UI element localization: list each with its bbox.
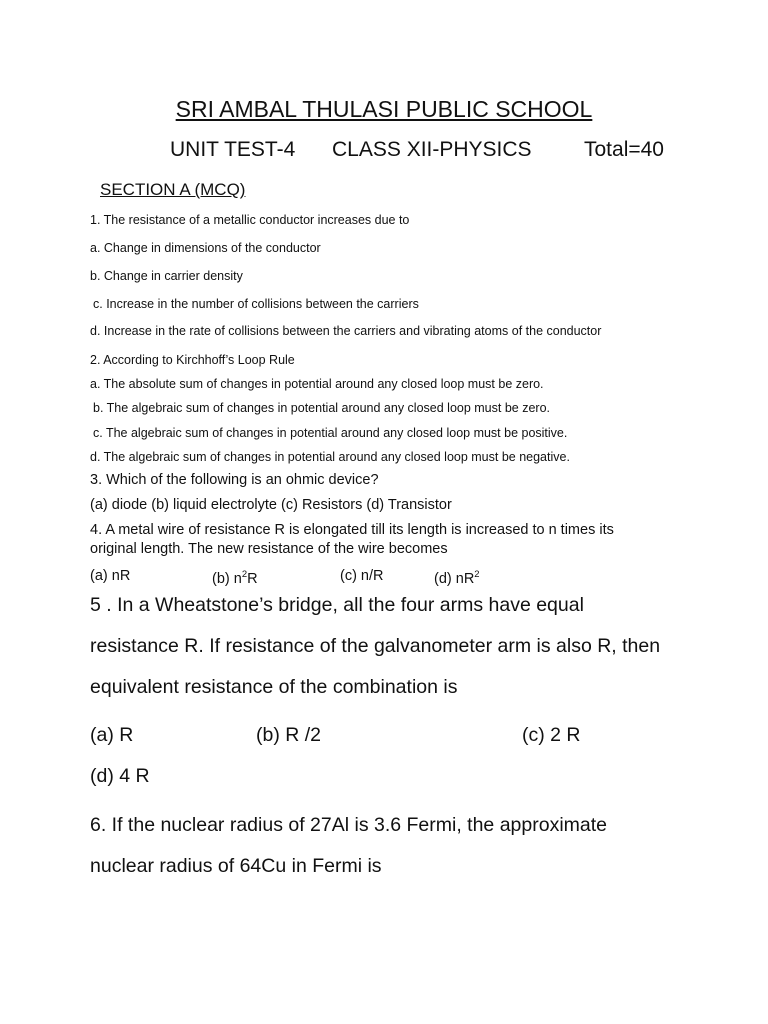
q4-stem-line2: original length. The new resistance of the wire becomes [90,541,448,557]
q1-option-a: a. Change in dimensions of the conductor [90,241,321,255]
q5-stem-line3: equivalent resistance of the combination is [90,676,458,698]
test-name: UNIT TEST-4 [170,138,296,161]
q6-stem-line2: nuclear radius of 64Cu in Fermi is [90,855,382,877]
q1-stem: 1. The resistance of a metallic conductor increases due to [90,213,410,227]
q2-option-b: b. The algebraic sum of changes in potential around any closed loop must be zero. [93,401,550,415]
q4-option-a: (a) nR [90,568,131,584]
q5-option-b: (b) R /2 [256,724,322,746]
q6-stem-line1: 6. If the nuclear radius of 27Al is 3.6 Fermi, the approximate [90,814,608,836]
class-subject: CLASS XII-PHYSICS [332,138,532,161]
q3-options: (a) diode (b) liquid electrolyte (c) Resistors (d) Transistor [90,497,452,513]
school-title: SRI AMBAL THULASI PUBLIC SCHOOL [175,96,593,122]
total-marks: Total=40 [584,138,664,161]
q5-option-a: (a) R [90,724,134,746]
q1-option-d: d. Increase in the rate of collisions between the carriers and vibrating atoms of the conductor [90,324,602,338]
q2-option-c: c. The algebraic sum of changes in potential around any closed loop must be positive. [93,426,568,440]
q1-option-b: b. Change in carrier density [90,269,243,283]
q5-option-d: (d) 4 R [90,765,150,787]
q4-option-d: (d) $nR^2$ [434,568,480,587]
q5-stem-line1: 5 . In a Wheatstone’s bridge, all the four arms have equal [90,594,584,616]
q2-stem: 2. According to Kirchhoff’s Loop Rule [90,353,295,367]
q5-stem-line2: resistance R. If resistance of the galvanometer arm is also R, then [90,635,661,657]
q4-option-b: (b) $n^2R$ [212,568,258,587]
q1-option-c: c. Increase in the number of collisions between the carriers [93,297,419,311]
q2-option-d: d. The algebraic sum of changes in potential around any closed loop must be negative. [90,450,570,464]
q4-stem-line1: 4. A metal wire of resistance R is elongated till its length is increased to n times its [90,522,614,538]
q4-option-c: (c) n/R [340,568,384,584]
q2-option-a: a. The absolute sum of changes in potential around any closed loop must be zero. [90,377,544,391]
q5-option-c: (c) 2 R [522,724,581,746]
q3-stem: 3. Which of the following is an ohmic device? [90,472,379,488]
section-heading: SECTION A (MCQ) [100,180,246,199]
